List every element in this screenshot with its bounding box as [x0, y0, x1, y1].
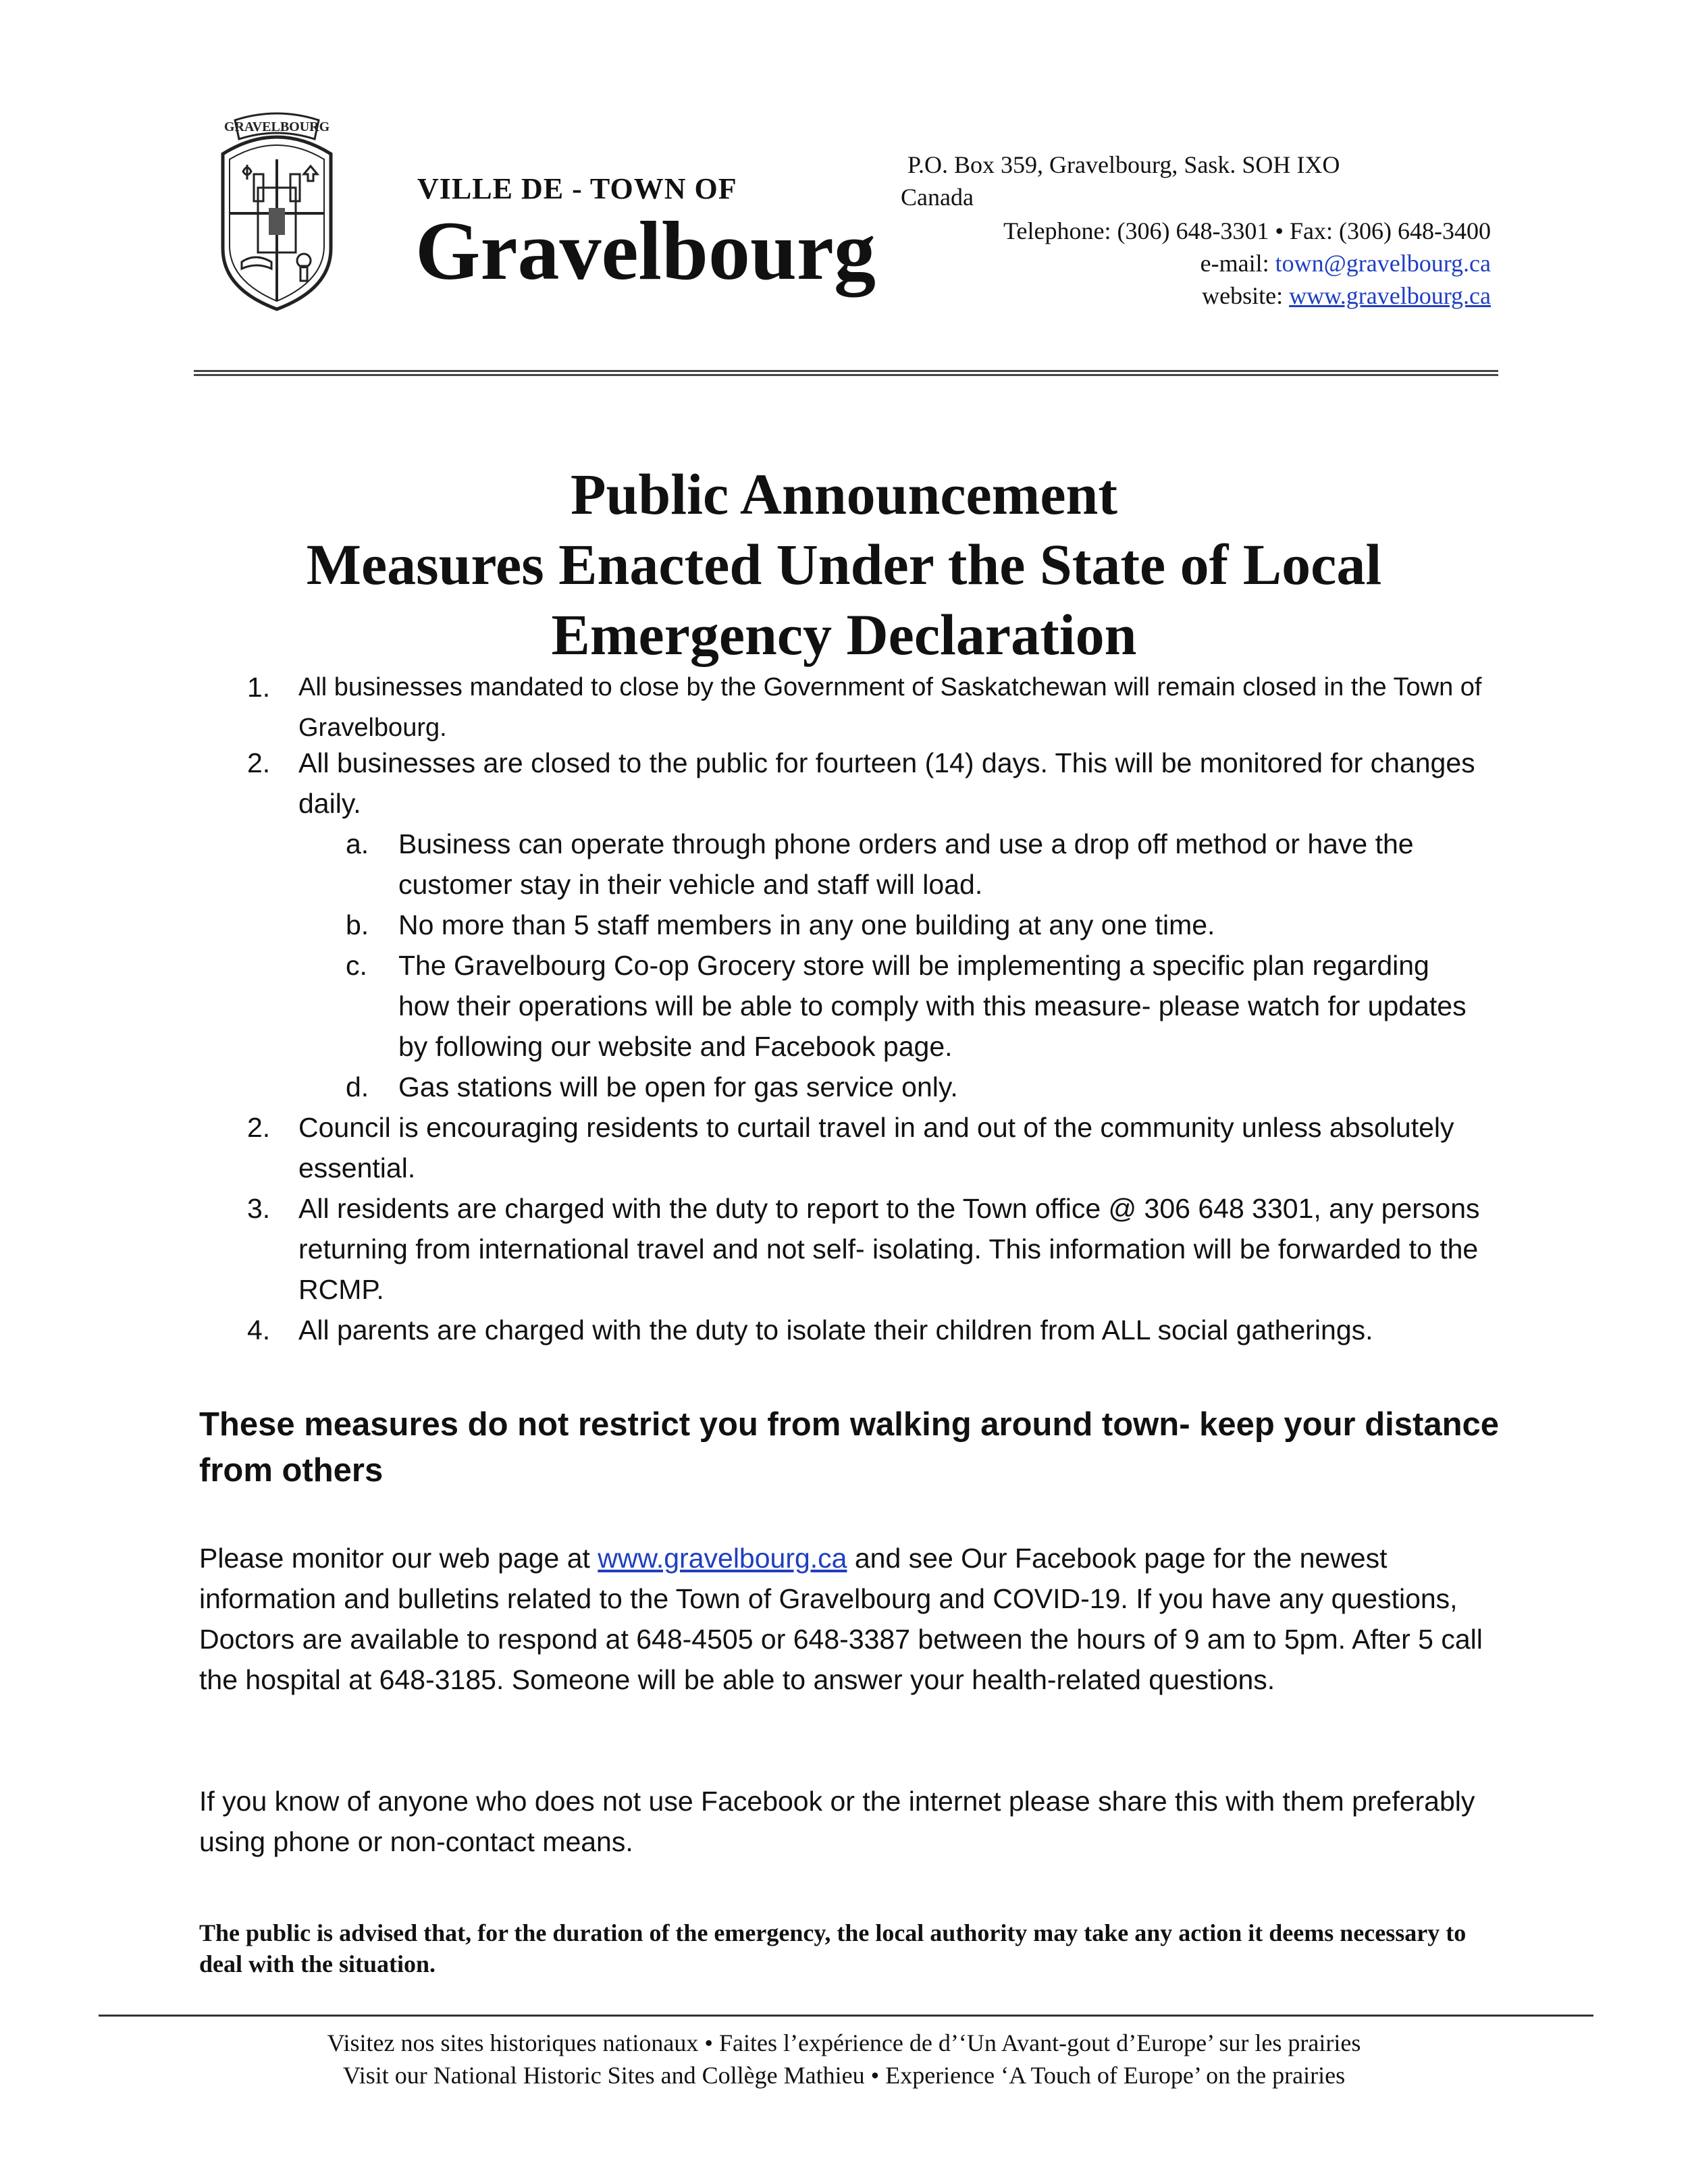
list-item-number: c. — [346, 950, 367, 981]
title-line-2: Measures Enacted Under the State of Local — [306, 532, 1382, 597]
list-item-number: 2. — [247, 747, 271, 778]
ville-de-town-of-label: VILLE DE - TOWN OF — [417, 172, 737, 205]
phone-fax-line: Telephone: (306) 648-3301 • Fax: (306) 648-3400 — [1003, 217, 1491, 244]
list-item-text: Council is encouraging residents to curtail travel in and out of the community unless absolutely essential. — [298, 1112, 1454, 1183]
monitor-paragraph — [199, 1538, 1512, 1700]
list-item-text: All parents are charged with the duty to isolate their children from ALL social gatherings. — [298, 1314, 1373, 1346]
website-label: website: — [1202, 282, 1290, 309]
list-item-text: All residents are charged with the duty to report to the Town office @ 306 648 3301, any persons returning from international travel and not self- isolating. This information will be forwarded to the RCMP. — [298, 1193, 1480, 1305]
town-name: Gravelbourg — [415, 205, 876, 297]
website-link[interactable]: www.gravelbourg.ca — [1289, 282, 1491, 309]
footer-english-line: Visit our National Historic Sites and Collège Mathieu • Experience ‘A Touch of Europe’ on the prairies — [342, 2062, 1346, 2089]
list-item-number: a. — [346, 828, 369, 859]
list-item-number: 1. — [247, 672, 271, 703]
email-link[interactable]: town@gravelbourg.ca — [1275, 250, 1491, 277]
title-line-1: Public Announcement — [571, 462, 1117, 527]
list-item-text: The Gravelbourg Co-op Grocery store will be implementing a specific plan regarding how their operations will be able to comply with this measure- please watch for updates by following our website and Facebook page. — [398, 950, 1467, 1062]
announcement-title — [169, 459, 1519, 670]
list-item-text: All businesses are closed to the public for fourteen (14) days. This will be monitored for changes daily. — [298, 747, 1475, 819]
list-item-number: b. — [346, 909, 369, 940]
address-line-1: P.O. Box 359, Gravelbourg, Sask. SOH IXO — [907, 151, 1340, 178]
list-item-number: d. — [346, 1071, 369, 1102]
list-item-number: 4. — [247, 1314, 271, 1346]
list-item-text: Gas stations will be open for gas service only. — [398, 1071, 958, 1102]
monitor-text-start: Please monitor our web page at — [199, 1543, 598, 1574]
share-paragraph: If you know of anyone who does not use Facebook or the internet please share this with them preferably using phone or non-contact means. — [199, 1786, 1475, 1857]
list-item-text: Business can operate through phone orders and use a drop off method or have the customer stay in their vehicle and staff will load. — [398, 828, 1414, 900]
address-line-2: Canada — [901, 184, 974, 211]
crest-text: GRAVELBOURG — [223, 119, 330, 134]
walking-notice: These measures do not restrict you from walking around town- keep your distance from others — [199, 1406, 1500, 1489]
footer-french-line: Visitez nos sites historiques nationaux • Faites l’expérience de d’‘Un Avant-gout d’Europe’ sur les prairies — [327, 2029, 1361, 2056]
list-item-text: All businesses mandated to close by the Government of Saskatchewan will remain closed in the Town of Gravelbourg. — [298, 673, 1482, 742]
town-crest-logo — [203, 107, 351, 317]
website-line — [1202, 284, 1491, 308]
website-link-inline[interactable]: www.gravelbourg.ca — [598, 1543, 847, 1574]
footer-divider — [99, 2015, 1593, 2017]
monitor-text-end: and see Our Facebook page for the newest information and bulletins related to the Town of Gravelbourg and COVID-19. If you have any questions, Doctors are available to respond at 648-4505 or 648-3387 between the hours of 9 am to 5pm. After 5 call the hospital at 648-3185. Someone will be able to answer your health-related questions. — [199, 1543, 1483, 1695]
list-item-number: 3. — [247, 1193, 271, 1224]
email-label: e-mail: — [1200, 250, 1275, 277]
header-divider — [194, 370, 1498, 376]
title-line-3: Emergency Declaration — [551, 602, 1137, 667]
legal-notice: The public is advised that, for the duration of the emergency, the local authority may take any action it deems necessary to deal with the situation. — [199, 1919, 1467, 1977]
list-item-text: No more than 5 staff members in any one building at any one time. — [398, 909, 1215, 940]
list-item-number: 2. — [247, 1112, 271, 1143]
email-line — [1201, 251, 1491, 275]
